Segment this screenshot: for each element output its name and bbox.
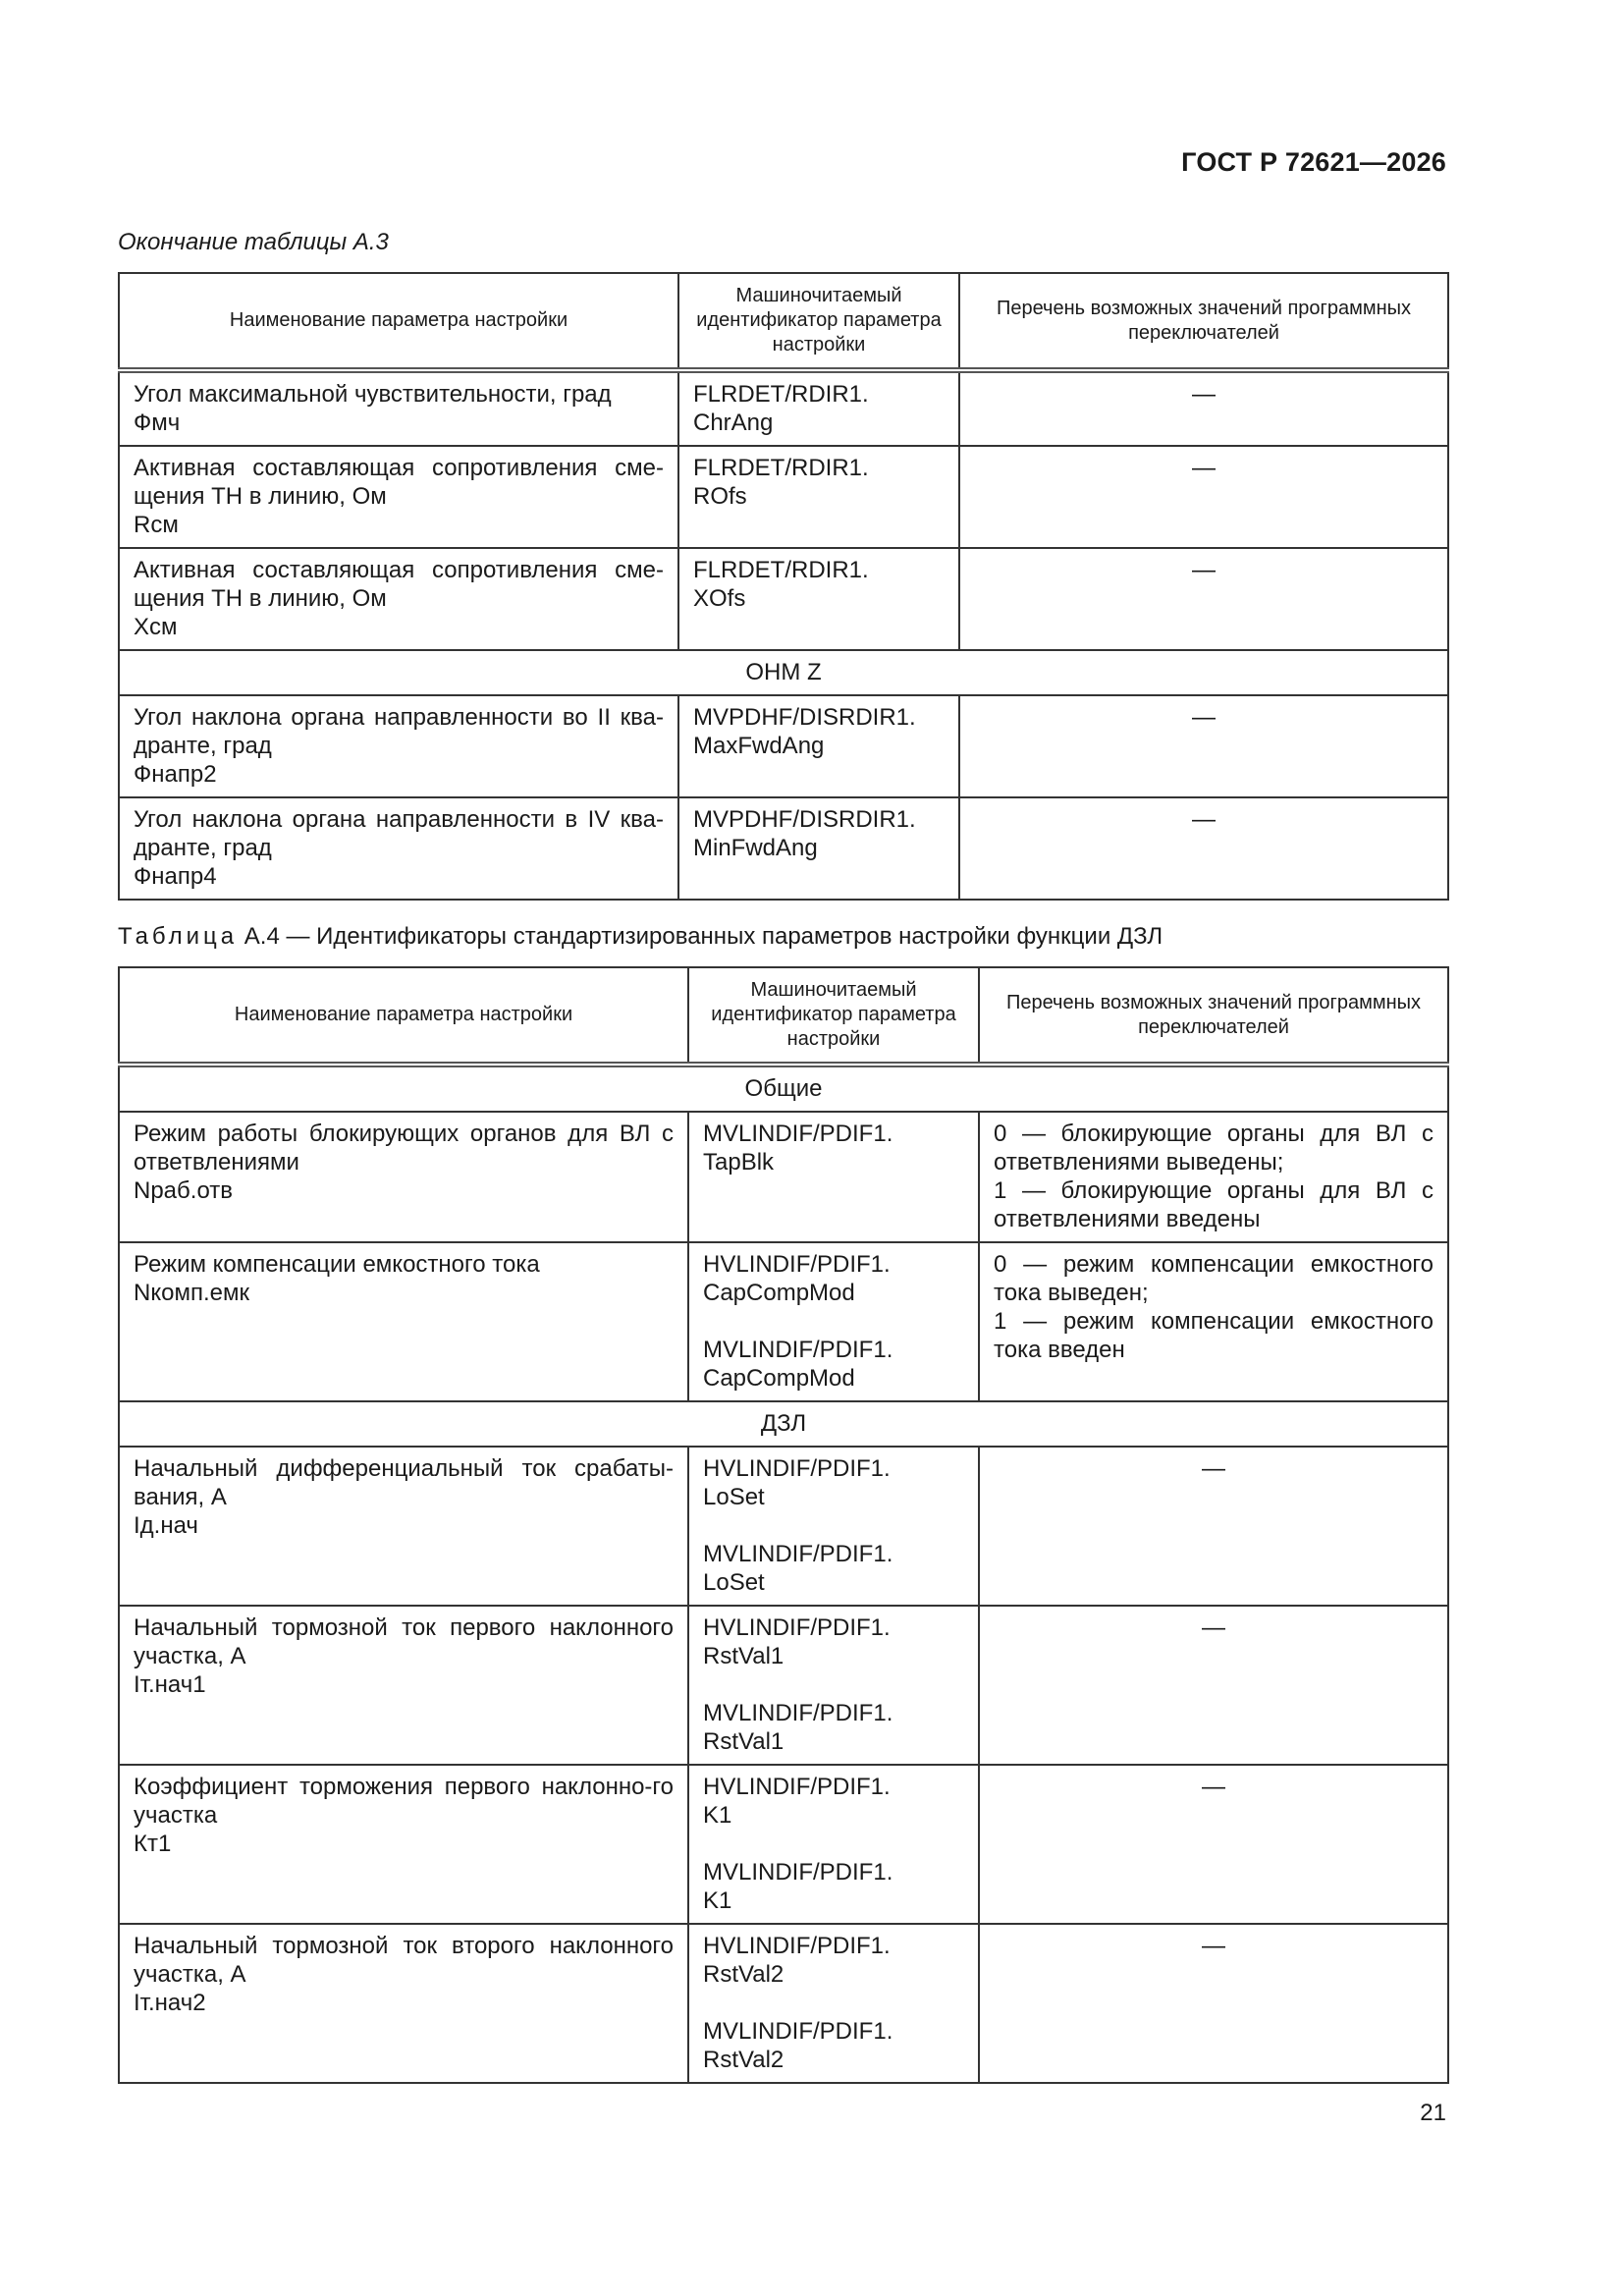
section-row-ohm: [119, 650, 1448, 695]
table-a4-caption-prefix: Таблица: [118, 923, 239, 950]
column-header-values: Перечень возможных значений программных переключателей: [979, 967, 1448, 1065]
table-row: [119, 548, 1448, 650]
table-row: [119, 1112, 1448, 1242]
table-a3-continuation-caption: Окончание таблицы А.3: [118, 229, 389, 255]
param-values-cell: —: [959, 548, 1448, 650]
param-id-cell: HVLINDIF/PDIF1. RstVal2 MVLINDIF/PDIF1. RstVal2: [688, 1924, 979, 2083]
section-title: ДЗЛ: [119, 1401, 1448, 1447]
param-values-cell: —: [979, 1924, 1448, 2083]
column-header-id: Машиночитаемый идентификатор параметра настройки: [688, 967, 979, 1065]
page-number: 21: [1420, 2100, 1446, 2126]
param-name-cell: Активная составляющая сопротивления сме-щения ТН в линию, Ом Xсм: [119, 548, 678, 650]
param-values-cell: —: [979, 1765, 1448, 1924]
param-id-cell: HVLINDIF/PDIF1. LoSet MVLINDIF/PDIF1. LoSet: [688, 1447, 979, 1606]
table-a3: [118, 272, 1449, 901]
param-values-cell: —: [959, 695, 1448, 797]
param-id-cell: MVLINDIF/PDIF1. TapBlk: [688, 1112, 979, 1242]
param-name-cell: Начальный тормозной ток второго наклонного участка, А Iт.нач2: [119, 1924, 688, 2083]
param-values-cell: —: [979, 1606, 1448, 1765]
document-code: ГОСТ Р 72621—2026: [1181, 147, 1446, 177]
section-row-general: [119, 1065, 1448, 1112]
param-id-cell: MVPDHF/DISRDIR1. MaxFwdAng: [678, 695, 959, 797]
column-header-name: Наименование параметра настройки: [119, 273, 678, 370]
column-header-name: Наименование параметра настройки: [119, 967, 688, 1065]
table-row: [119, 1242, 1448, 1401]
table-row: [119, 1447, 1448, 1606]
param-values-cell: —: [959, 446, 1448, 548]
param-id-cell: HVLINDIF/PDIF1. CapCompMod MVLINDIF/PDIF1. CapCompMod: [688, 1242, 979, 1401]
table-header-row: [119, 273, 1448, 370]
param-name-cell: Начальный тормозной ток первого наклонного участка, А Iт.нач1: [119, 1606, 688, 1765]
table-a4-caption: [118, 923, 1163, 951]
table-row: [119, 1606, 1448, 1765]
param-id-cell: FLRDET/RDIR1. XOfs: [678, 548, 959, 650]
param-id-cell: HVLINDIF/PDIF1. K1 MVLINDIF/PDIF1. K1: [688, 1765, 979, 1924]
param-name-cell: Угол максимальной чувствительности, град Фмч: [119, 370, 678, 446]
table-row: [119, 370, 1448, 446]
param-name-cell: Активная составляющая сопротивления сме-щения ТН в линию, Ом Rсм: [119, 446, 678, 548]
table-row: [119, 695, 1448, 797]
param-values-cell: 0 — блокирующие органы для ВЛ с ответвлениями выведены; 1 — блокирующие органы для ВЛ с ответвлениями введены: [979, 1112, 1448, 1242]
table-header-row: [119, 967, 1448, 1065]
param-id-cell: MVPDHF/DISRDIR1. MinFwdAng: [678, 797, 959, 900]
param-name-cell: Начальный дифференциальный ток срабаты-вания, А Iд.нач: [119, 1447, 688, 1606]
section-row-dzl: [119, 1401, 1448, 1447]
table-row: [119, 1765, 1448, 1924]
param-values-cell: 0 — режим компенсации емкостного тока выведен; 1 — режим компенсации емкостного тока введен: [979, 1242, 1448, 1401]
table-a4-caption-text: А.4 — Идентификаторы стандартизированных параметров настройки функции ДЗЛ: [238, 923, 1163, 950]
param-name-cell: Угол наклона органа направленности в IV ква-дранте, град Фнапр4: [119, 797, 678, 900]
table-row: [119, 1924, 1448, 2083]
param-id-cell: HVLINDIF/PDIF1. RstVal1 MVLINDIF/PDIF1. RstVal1: [688, 1606, 979, 1765]
section-title: Общие: [119, 1065, 1448, 1112]
param-id-cell: FLRDET/RDIR1. ROfs: [678, 446, 959, 548]
table-row: [119, 797, 1448, 900]
table-a4: [118, 966, 1449, 2084]
section-title: ОНМ Z: [119, 650, 1448, 695]
column-header-id: Машиночитаемый идентификатор параметра настройки: [678, 273, 959, 370]
param-values-cell: —: [979, 1447, 1448, 1606]
param-values-cell: —: [959, 797, 1448, 900]
param-name-cell: Коэффициент торможения первого наклонно-го участка Кт1: [119, 1765, 688, 1924]
param-name-cell: Режим компенсации емкостного тока Nкомп.емк: [119, 1242, 688, 1401]
table-row: [119, 446, 1448, 548]
column-header-values: Перечень возможных значений программных переключателей: [959, 273, 1448, 370]
param-values-cell: —: [959, 370, 1448, 446]
param-id-cell: FLRDET/RDIR1. ChrAng: [678, 370, 959, 446]
param-name-cell: Угол наклона органа направленности во II ква-дранте, град Фнапр2: [119, 695, 678, 797]
param-name-cell: Режим работы блокирующих органов для ВЛ с ответвлениями Nраб.отв: [119, 1112, 688, 1242]
